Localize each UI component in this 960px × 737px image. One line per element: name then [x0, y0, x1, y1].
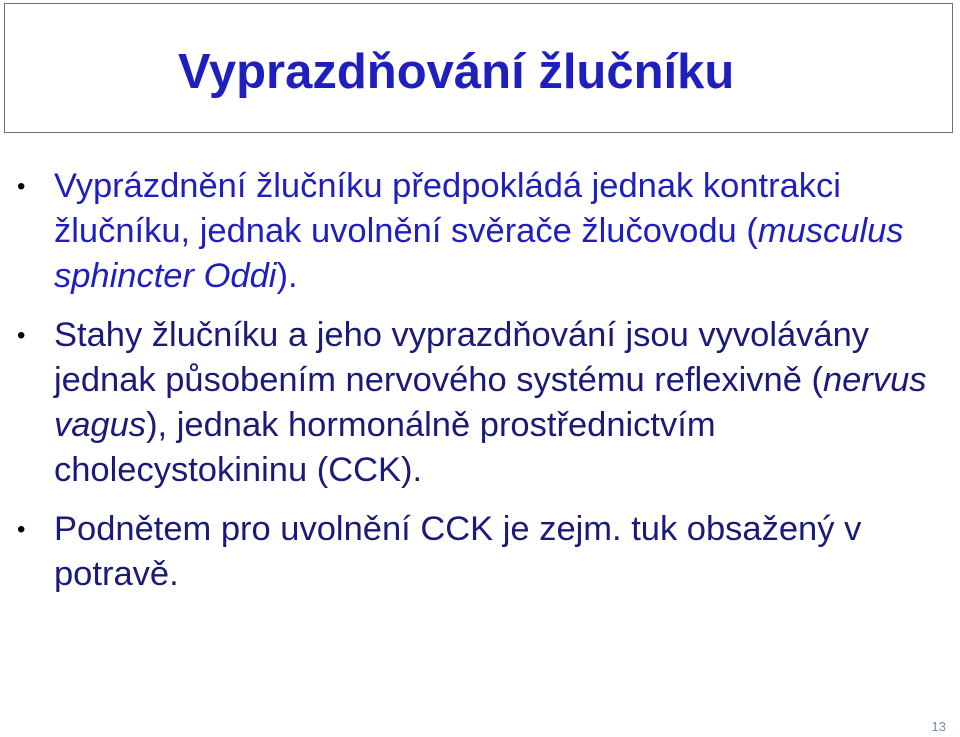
bullet-dot-icon: • — [17, 516, 26, 543]
bullet-text-segment: Vyprázdnění žlučníku předpokládá jednak kontrakci žlučníku, jednak uvolnění svěrače žlučovodu ( — [54, 167, 841, 250]
bullet-text-segment: Stahy žlučníku a jeho vyprazdňování jsou vyvolávány jednak působením nervového systému reflexivně ( — [54, 316, 870, 399]
bullet-item — [0, 313, 940, 493]
bullet-text-italic: nervus vagus — [54, 361, 927, 444]
bullet-text-segment: Podnětem pro uvolnění CCK je zejm. tuk obsažený v potravě. — [54, 510, 862, 593]
slide-title: Vyprazdňování žlučníku — [178, 45, 735, 99]
bullet-dot-icon: • — [17, 173, 26, 200]
bullet-text — [54, 164, 940, 299]
bullet-dot-icon: • — [17, 322, 26, 349]
bullet-item — [0, 507, 940, 597]
bullet-text — [54, 313, 940, 493]
bullet-text-segment: ), jednak hormonálně prostřednictvím cholecystokininu (CCK). — [54, 406, 716, 489]
bullet-text-italic: musculus sphincter Oddi — [54, 212, 904, 295]
bullet-item — [0, 164, 940, 299]
bullet-text-segment: ). — [276, 257, 298, 295]
bullet-text — [54, 507, 940, 597]
bullet-list — [0, 164, 940, 597]
page-number: 13 — [931, 719, 946, 734]
